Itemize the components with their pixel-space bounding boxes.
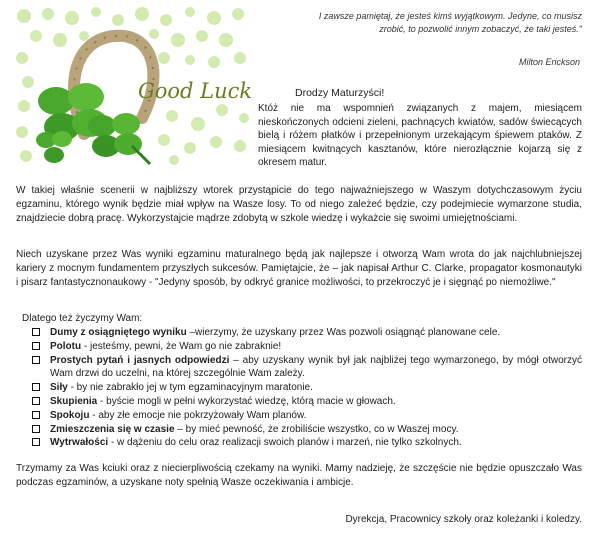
paragraph-results: Niech uzyskane przez Was wyniki egzaminu maturalnego będą jak najlepsze i otworzą Wam wrota do jak najchlubniejszej kariery z mocnym fundamentem przyszłych sukcesów. Pamiętajcie, że – jak napisał Arthur C. Clarke, propagator kosmonautyki i pisarz fantastycznonaukowy - "Jedyny sposób, by odkryć granice możliwości, to przekroczyć je i sięgnąć po niemożliwe." [16,249,582,288]
wish-term: Zmieszczenia się w czasie [50,423,175,435]
list-item [30,381,582,395]
list-item [30,395,582,409]
wish-text: –wierzymy, że uzyskany przez Was pozwoli osiągnąć planowane cele. [186,327,501,338]
wish-term: Polotu [50,340,82,352]
clover-horseshoe-image [14,6,252,166]
wish-term: Prostych pytań i jasnych odpowiedzi [50,354,230,366]
list-item [30,326,582,340]
list-item [30,436,582,450]
signature: Dyrekcja, Pracownicy szkoły oraz koleżanki i koledzy. [345,514,582,525]
checkbox-icon [32,438,40,446]
wish-text: – by mieć pewność, że zrobiliście wszystko, co w Waszej mocy. [174,423,459,435]
good-luck-illustration [14,6,252,166]
checkbox-icon [32,356,40,364]
wish-text: - w dążeniu do celu oraz realizacji swoich planów i marzeń, nie tylko szkolnych. [108,437,462,449]
list-item [30,423,582,437]
intro-paragraph: Któż nie ma wspomnień związanych z majem, miesiącem nieskończonych odcieni zieleni, pachnących kwiatów, sadów świecących bielą i różem płatków i przepełnionym urzekającym śpiewem ptaków. Z miesiącem kwitnących kasztanów, które nierozłącznie kojarzą się z okresem matur. [258,103,582,168]
quote-text: I zawsze pamiętaj, że jesteś kimś wyjątkowym. Jedyne, co musisz zrobić, to pozwolić innym zobaczyć, że taki jesteś." [318,11,582,34]
checkbox-icon [32,397,40,405]
wish-term: Siły [50,382,68,394]
wish-term: Skupienia [50,395,98,407]
wish-text: - jesteśmy, pewni, że Wam go nie zabraknie! [81,340,282,352]
checkbox-icon [32,383,40,391]
checkbox-icon [32,425,40,433]
wish-text: – aby uzyskany wynik był jak najbliżej tego wymarzonego, by mógł otworzyć Wam drzwi do uczelni, na której szczególnie Wam zależy. [50,354,582,380]
wish-text: - byście mogli w pełni wykorzystać wiedzę, którą macie w głowach. [97,395,396,407]
wish-text: - by nie zabrakło jej w tym egzaminacyjnym maratonie. [67,382,313,394]
good-luck-text: Good Luck [138,79,252,103]
checkbox-icon [32,342,40,350]
list-item [30,354,582,382]
wish-text: - aby złe emocje nie pokrzyżowały Wam planów. [89,409,307,421]
wish-term: Dumy z osiągniętego wyniku [50,327,187,338]
paragraph-exam: W takiej właśnie scenerii w najbliższy wtorek przystąpicie do tego najważniejszego w Waszym dotychczasowym życiu egzaminu, którego wynik będzie miał wpływ na Wasze losy. To od niego zależeć będzie, czy podejmiecie wymarzone studia, znajdziecie dobrą pracę. Wykorzystajcie mądrze zdobytą w szkole wiedzę i wykażcie się swoimi umiejętnościami. [16,185,582,224]
paragraph-closing: Trzymamy za Was kciuki oraz z niecierpliwością czekamy na wyniki. Mamy nadzieję, że szczęście nie będzie opuszczało Was podczas egzaminów, a uzyskane noty spełnią Wasze oczekiwania i ambicje. [16,463,582,488]
wish-term: Wytrwałości [50,437,109,449]
greeting: Drodzy Maturzyści! [295,87,385,99]
quote-author: Milton Erickson [518,57,580,67]
clover-leaves [36,83,150,164]
list-item [30,340,582,354]
checkbox-icon [32,328,40,336]
wish-term: Spokoju [50,409,90,421]
list-item [30,409,582,423]
checkbox-icon [32,411,40,419]
wishes-list [30,326,582,450]
wishes-title: Dlatego też życzymy Wam: [22,313,143,324]
